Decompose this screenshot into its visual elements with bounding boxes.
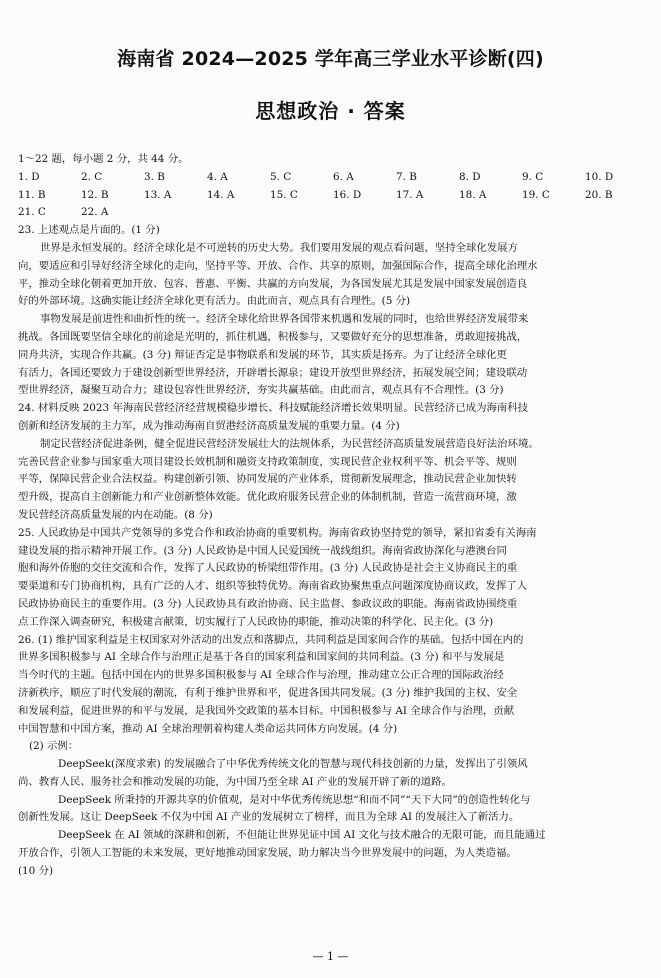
- q25-text-line: 建设发展的指示精神开展工作。(3 分) 人民政协是中国人民爱国统一战线组织。海南省政协深化与港澳台同: [18, 544, 507, 557]
- q23-text-line: 有活力，各国还要致力于建设创新型世界经济，开辟增长源泉；建设开放型世界经济，拓展发展空间；建设联动: [18, 366, 528, 379]
- choice-answer: 18. A: [459, 188, 487, 201]
- q23-text-line: 挑战。各国既要坚信全球化的前途是光明的，抓住机遇，积极参与，又要做好充分的思想准备，勇敢迎接挑战，: [18, 330, 528, 343]
- q26-text-line: 世界多国积极参与 AI 全球合作与治理正是基于各自的国家利益和国家间的共同利益。(3 分) 和平与发展是: [18, 651, 505, 664]
- q25-heading: 25. 人民政协是中国共产党领导的多党合作和政治协商的重要机构。海南省政协坚持党的领导，紧扣省委有关海南: [18, 526, 537, 539]
- q23-text-line: 平，推动全球化朝着更加开放、包容、普惠、平衡、共赢的方向发展，为各国发展尤其是发展中国家发展创造良: [18, 277, 528, 290]
- q25-text-line: 要渠道和专门协商机构，具有广泛的人才、组织等独特优势。海南省政协聚焦重点问题深度协商议政，发挥了人: [18, 580, 528, 593]
- choice-answer-row: [18, 204, 648, 222]
- choice-answer: 6. A: [333, 170, 354, 183]
- q24-text-line: 制定民营经济促进条例，健全促进民营经济发展壮大的法规体系，为民营经济高质量发展营造良好法治环境。: [40, 437, 539, 450]
- choice-answer: 13. A: [144, 188, 172, 201]
- q26-part2-heading: (2) 示例：: [29, 740, 79, 753]
- choice-answer: 5. C: [270, 170, 292, 183]
- q26-example-line: 创新性发展。这让 DeepSeek 不仅为中国 AI 产业的发展树立了榜样，而且为全球 AI 的发展注入了新活力。: [18, 811, 520, 824]
- choice-answer: 22. A: [81, 206, 109, 219]
- page-title: 海南省 2024—2025 学年高三学业水平诊断(四): [117, 48, 544, 70]
- q26-heading: 26. (1) 维护国家利益是主权国家对外活动的出发点和落脚点，共同利益是国家间合作的基础。包括中国在内的: [18, 633, 524, 646]
- q26-example-line: DeepSeek 所秉持的开源共享的价值观，是对中华优秀传统思想“和而不同”“天下大同”的创造性转化与: [58, 793, 531, 806]
- choice-answer: 3. B: [144, 170, 165, 183]
- choice-answer: 4. A: [207, 170, 228, 183]
- choice-answer: 1. D: [18, 170, 40, 183]
- q24-text-line: 创新和经济发展的主力军，成为推动海南自贸港经济高质量发展的重要力量。(4 分): [18, 419, 400, 432]
- choice-answer: 7. B: [396, 170, 417, 183]
- choice-answer: 16. D: [333, 188, 362, 201]
- page-subtitle: 思想政治 · 答案: [255, 99, 406, 123]
- choice-answer: 9. C: [522, 170, 544, 183]
- choice-answer: 21. C: [18, 206, 46, 219]
- q23-text-line: 事物发展是前进性和曲折性的统一。经济全球化给世界各国带来机遇和发展的同时，也给世界经济发展带来: [40, 313, 529, 326]
- choice-answer: 10. D: [585, 170, 614, 183]
- choice-answer: 8. D: [459, 170, 481, 183]
- q26-example-line: DeepSeek(深度求索) 的发展融合了中华优秀传统文化的智慧与现代科技创新的力量，发挥出了引领风: [58, 758, 528, 771]
- q23-heading: 23. 上述观点是片面的。(1 分): [18, 224, 160, 237]
- choice-answer: 19. C: [522, 188, 550, 201]
- q25-text-line: 胞和海外侨胞的交往交流和合作，发挥了人民政协的桥梁纽带作用。(3 分) 人民政协是社会主义协商民主的重: [18, 562, 518, 575]
- q26-example-line: DeepSeek 在 AI 领域的深耕和创新，不但能让世界见证中国 AI 文化与技术融合的无限可能，而且能通过: [58, 829, 546, 842]
- q26-text-line: 和发展利益，促进世界的和平与发展，是我国外交政策的基本目标。中国积极参与 AI 全球合作与治理，贡献: [18, 704, 515, 717]
- answer-content: [18, 151, 648, 881]
- q26-score-line: (10 分): [18, 864, 54, 877]
- page-number: — 1 —: [312, 950, 349, 963]
- q26-example-line: 开放合作，引领人工智能的未来发展，更好地推动国家发展，助力解决当今世界发展中的问题，为人类造福。: [18, 847, 517, 860]
- q23-text-line: 同舟共济，实现合作共赢。(3 分) 辩证否定是事物联系和发展的环节，其实质是扬弃。为了让经济全球化更: [18, 348, 507, 361]
- choice-answer: 15. C: [270, 188, 298, 201]
- q25-text-line: 民政协协商民主的重要作用。(3 分) 人民政协具有政治协商、民主监督、参政议政的职能。海南省政协围绕重: [18, 597, 518, 610]
- choice-answer-row: [18, 169, 648, 187]
- q24-text-line: 平等，保障民营企业合法权益。构建创新引领、协同发展的产业体系，贯彻新发展理念，推动民营企业加快转: [18, 473, 517, 486]
- q24-text-line: 完善民营企业参与国家重大项目建设长效机制和融资支持政策制度，实现民营企业权利平等、机会平等、规则: [18, 455, 517, 468]
- q26-text-line: 当今时代的主题。包括中国在内的世界多国积极参与 AI 全球合作与治理，推动建立公正合理的国际政治经: [18, 669, 504, 682]
- q24-heading: 24. 材料反映 2023 年海南民营经济经营规模稳步增长、科技赋能经济增长效果明显。民营经济已成为海南科技: [18, 402, 529, 415]
- choice-answer: 12. B: [81, 188, 109, 201]
- q24-text-line: 发民营经济高质量发展的内在动能。(8 分): [18, 508, 213, 521]
- q26-example-line: 尚、教育人民、服务社会和推动发展的功能，为中国乃至全球 AI 产业的发展开辟了新的道路。: [18, 775, 452, 788]
- q23-text-line: 型世界经济，凝聚互动合力；建设包容性世界经济，夯实共赢基础。由此而言，观点具有不合理性。(3 分): [18, 384, 504, 397]
- q26-text-line: 济新秩序，顺应了时代发展的潮流，有利于维护世界和平，促进各国共同发展。(3 分) 维护我国的主权、安全: [18, 686, 518, 699]
- choice-answer-row: [18, 187, 648, 205]
- choice-answer: 11. B: [18, 188, 46, 201]
- choice-answer: 2. C: [81, 170, 103, 183]
- choice-intro: 1～22 题，每小题 2 分，共 44 分。: [18, 153, 189, 165]
- q23-text-line: 向，要适应和引导好经济全球化的走向，坚持平等、开放、合作、共享的原则，加强国际合作，提高全球化治理水: [18, 259, 538, 272]
- q23-text-line: 好的外部环境。这确实能让经济全球化更有活力。由此而言，观点具有合理性。(5 分): [18, 295, 411, 308]
- choice-answer: 17. A: [396, 188, 424, 201]
- choice-answer: 14. A: [207, 188, 235, 201]
- choice-answer: 20. B: [585, 188, 613, 201]
- q24-text-line: 型升级，提高自主创新能力和产业创新整体效能。优化政府服务民营企业的体制机制，营造一流营商环境，激: [18, 491, 517, 504]
- q23-text-line: 世界是永恒发展的。经济全球化是不可逆转的历史大势。我们要用发展的观点看问题，坚持全球化发展方: [40, 241, 518, 254]
- q25-text-line: 点工作深入调查研究，积极建言献策，切实履行了人民政协的职能，推动决策的科学化、民主化。(3 分): [18, 615, 494, 628]
- q26-text-line: 中国智慧和中国方案，推动 AI 全球治理朝着构建人类命运共同体方向发展。(4 分): [18, 722, 398, 735]
